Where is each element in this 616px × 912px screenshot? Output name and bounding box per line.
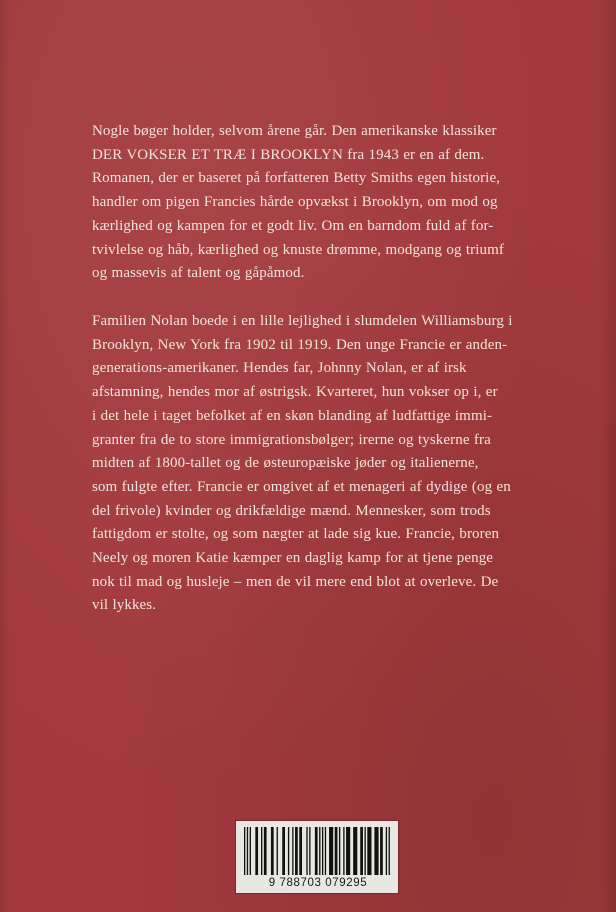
blurb-line: afstamning, hendes mor af østrigsk. Kvarteret, hun vokser op i, er [92, 384, 498, 401]
blurb-line: DER VOKSER ET TRÆ I BROOKLYN fra 1943 er en af dem. [92, 146, 485, 163]
barcode-bar [295, 827, 298, 875]
blurb-line: handler om pigen Francies hårde opvækst i Brooklyn, om mod og [92, 194, 498, 211]
barcode-bar [364, 827, 365, 875]
blurb-paragraph-1 [92, 120, 532, 286]
blurb-line: Familien Nolan boede i en lille lejlighed i slumdelen Williamsburg i [92, 313, 513, 329]
barcode-bar [277, 827, 278, 875]
blurb-paragraph-2 [92, 310, 532, 618]
barcode-bar [315, 827, 318, 875]
barcode-bar [261, 827, 262, 875]
barcode-bar [319, 827, 320, 875]
barcode-bar [299, 827, 302, 875]
blurb-line: som fulgte efter. Francie er omgivet af et menageri af dydige (og en [92, 478, 511, 495]
blurb-line: granter fra de to store immigrationsbølger; irerne og tyskerne fra [92, 431, 491, 448]
blurb-line: fattigdom er stolte, og som nægter at lade sig kue. Francie, broren [92, 526, 500, 543]
blurb-line: Brooklyn, New York fra 1902 til 1919. Den unge Francie er anden- [92, 336, 508, 353]
barcode-bar [339, 827, 340, 875]
barcode-bar [335, 827, 338, 875]
blurb-line: Romanen, der er baseret på forfatteren Betty Smiths egen historie, [92, 170, 501, 187]
blurb-line: del frivole) kvinder og drikfældige mænd. Mennesker, som trods [92, 502, 491, 519]
isbn-barcode [235, 820, 399, 894]
blurb-line: Neely og moren Katie kæmper en daglig kamp for at tjene penge [92, 550, 494, 567]
barcode-bar [360, 827, 363, 875]
barcode-bars [242, 827, 394, 877]
barcode-bar [380, 827, 383, 875]
barcode-bar [247, 827, 248, 875]
barcode-bar [244, 827, 245, 875]
blurb-line: kærlighed og kampen for et godt liv. Om en barndom fuld af for- [92, 217, 494, 234]
barcode-bar [325, 827, 326, 875]
blurb-line: Nogle bøger holder, selvom årene går. Den amerikanske klassiker [92, 123, 497, 139]
barcode-bar [343, 827, 344, 875]
barcode-bar [322, 827, 323, 875]
barcode-bar [250, 827, 251, 875]
blurb-line: og massevis af talent og gåpåmod. [92, 265, 305, 282]
barcode-bar [389, 827, 390, 875]
blurb-line: i det hele i taget befolket af en skøn blanding af ludfattige immi- [92, 407, 493, 424]
blurb-line: midten af 1800-tallet og de østeuropæiske jøder og italienerne, [92, 455, 479, 472]
barcode-bar [292, 827, 293, 875]
barcode-bar [271, 827, 274, 875]
blurb-line: nok til mad og husleje – men de vil mere end blot at overleve. De [92, 573, 499, 590]
blurb-line: tvivlelse og håb, kærlighed og knuste drømme, modgang og triumf [92, 241, 504, 258]
barcode-bar [367, 827, 371, 875]
barcode-bar [288, 827, 289, 875]
barcode-bar [374, 827, 378, 875]
barcode-bar [309, 827, 310, 875]
barcode-bar [264, 827, 267, 875]
barcode-bar [386, 827, 387, 875]
barcode-bar [282, 827, 285, 875]
blurb-line: vil lykkes. [92, 597, 157, 614]
isbn-number: 9 788703 079295 [268, 877, 368, 889]
blurb-line: generations-amerikaner. Hendes far, Johnny Nolan, er af irsk [92, 360, 467, 377]
barcode-bar [306, 827, 307, 875]
barcode-bar [329, 827, 333, 875]
barcode-bar [255, 827, 258, 875]
barcode-bar [353, 827, 357, 875]
barcode-bar [346, 827, 350, 875]
